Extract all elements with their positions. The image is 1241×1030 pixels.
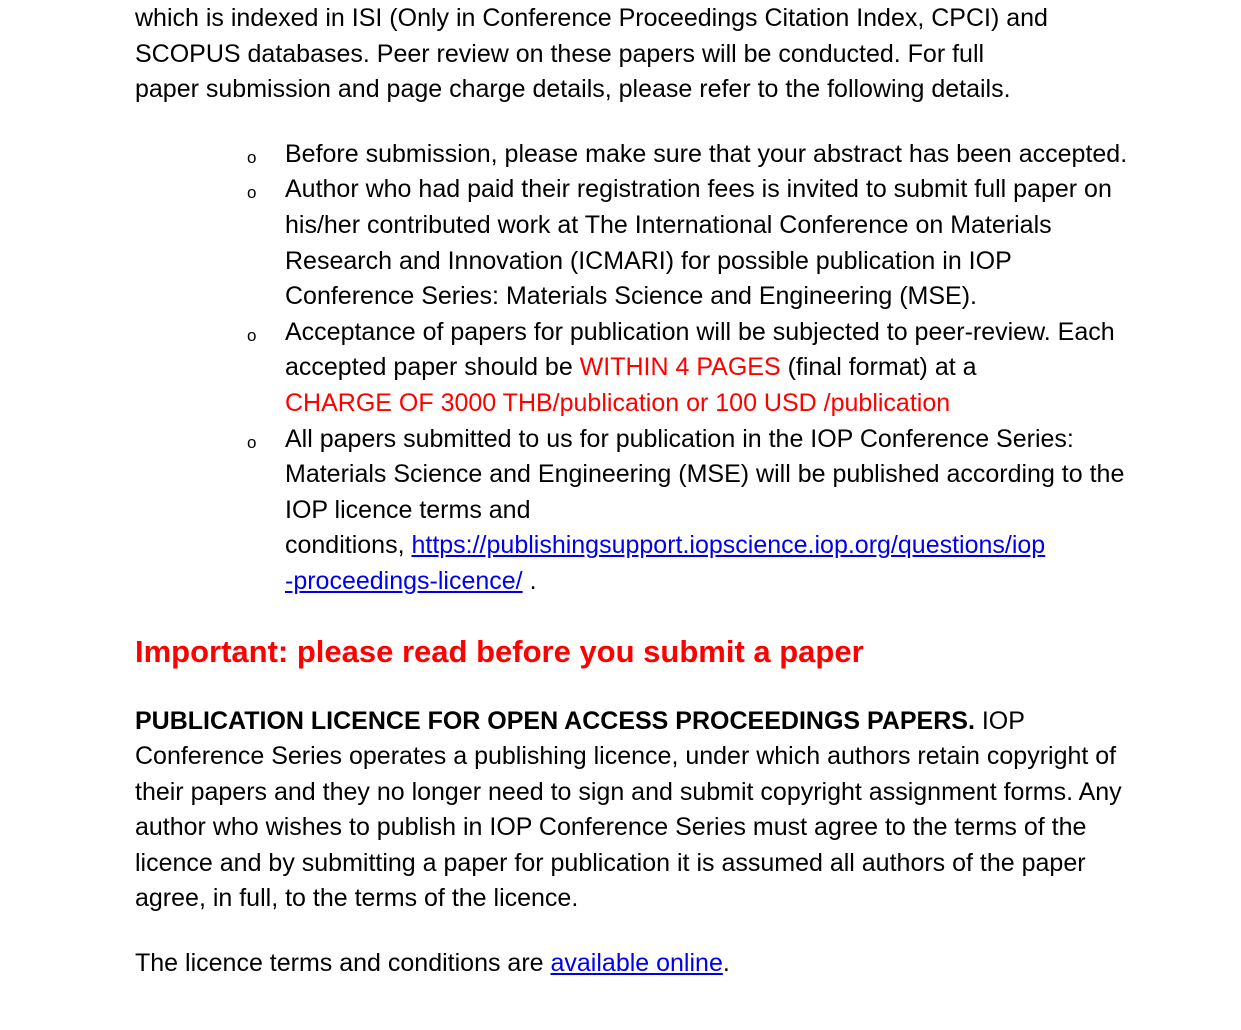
list-item-text: All papers submitted to us for publication in the IOP Conference Series: Materials Science and Engineering (MSE) will be published according to the IOP licence terms and <box>285 424 1125 524</box>
list-item-licence-terms <box>247 422 1135 600</box>
document-page <box>135 1 1135 982</box>
list-item-abstract-accepted <box>247 137 1135 173</box>
intro-line-1: which is indexed in ISI (Only in Conference Proceedings Citation Index, CPCI) and <box>135 4 1048 32</box>
bullet-icon: o <box>247 183 257 203</box>
terms-paragraph <box>135 946 1135 982</box>
list-item-text: Before submission, please make sure that your abstract has been accepted. <box>285 139 1128 168</box>
intro-line-2: SCOPUS databases. Peer review on these papers will be conducted. For full <box>135 39 985 68</box>
charge-highlight: CHARGE OF 3000 THB/publication or 100 USD /publication <box>285 388 951 417</box>
list-item-text: Acceptance of papers for publication will be subjected to peer-review. Each accepted paper should be <box>285 317 1115 382</box>
licence-paragraph <box>135 704 1135 918</box>
licence-bold-lead: PUBLICATION LICENCE FOR OPEN ACCESS PROCEEDINGS PAPERS. <box>135 706 975 735</box>
iop-licence-link-part-1[interactable]: https://publishingsupport.iopscience.iop.org/questions/iop <box>411 531 1046 560</box>
important-heading: Important: please read before you submit a paper <box>135 633 864 669</box>
list-item-text: conditions, <box>285 531 412 560</box>
intro-line-3: paper submission and page charge details, please refer to the following details. <box>135 75 1011 104</box>
submission-details-list <box>135 137 1135 600</box>
bullet-icon: o <box>247 432 257 452</box>
bullet-icon: o <box>247 147 257 167</box>
bullet-icon: o <box>247 325 257 345</box>
terms-text: The licence terms and conditions are <box>135 949 551 978</box>
licence-body-text: IOP Conference Series operates a publishing licence, under which authors retain copyright of their papers and they no longer need to sign and submit copyright assignment forms. Any author who wishes to publish in IOP Conference Series must agree to the terms of the licence and by submitting a paper for publication it is assumed all authors of the paper agree, in full, to the terms of the licence. <box>135 706 1122 913</box>
list-item-peer-review <box>247 315 1135 422</box>
terms-period: . <box>722 949 730 978</box>
list-item-text: (final format) at a <box>780 353 977 382</box>
list-item-registration <box>247 172 1135 314</box>
page-limit-highlight: WITHIN 4 PAGES <box>579 353 781 382</box>
list-item-text: . <box>522 566 537 595</box>
intro-paragraph <box>135 1 1095 108</box>
list-item-text: Author who had paid their registration fees is invited to submit full paper on his/her contributed work at The International Conference on Materials Research and Innovation (ICMARI) for possible publication in IOP Conference Series: Materials Science and Engineering (MSE). <box>285 175 1112 311</box>
iop-licence-link-part-2[interactable]: -proceedings-licence/ <box>285 566 523 595</box>
available-online-link[interactable]: available online <box>550 949 723 978</box>
